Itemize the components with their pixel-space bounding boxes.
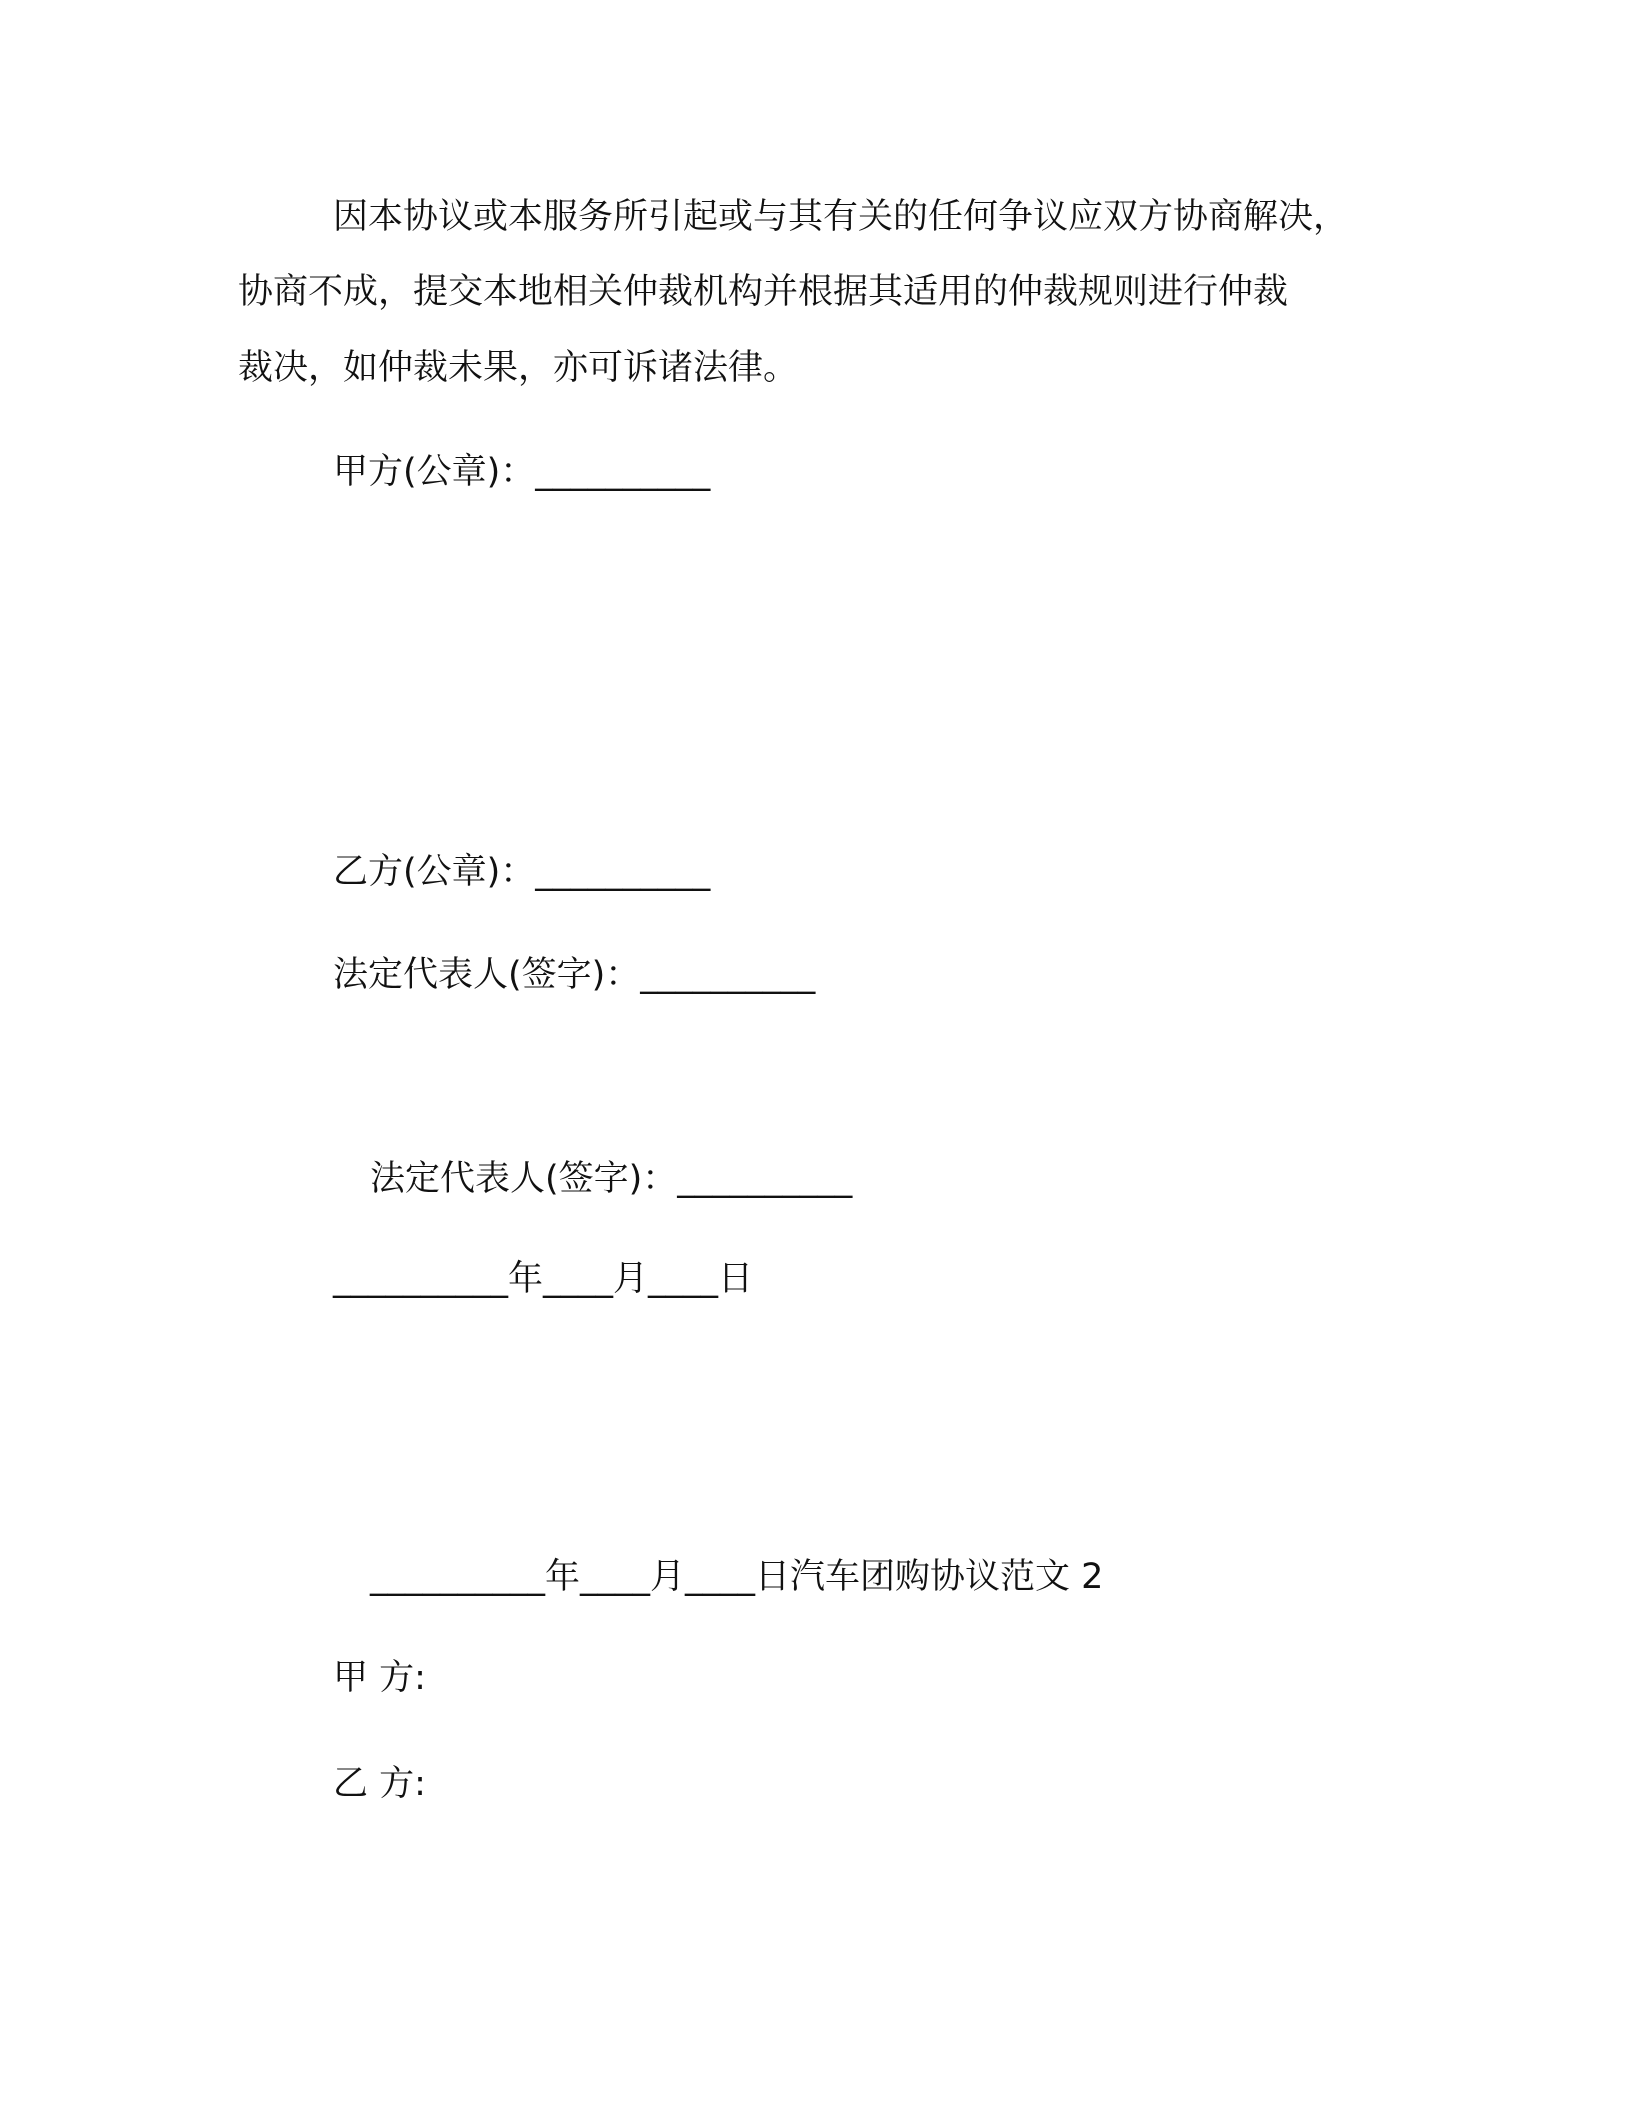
party-b-label: 乙 方: [333,1764,426,1804]
paragraph-line-2: 协商不成，提交本地相关仲裁机构并根据其适用的仲裁规则进行仲裁 [238,272,1289,312]
paragraph-line-1: 因本协议或本服务所引起或与其有关的任何争议应双方协商解决， [333,197,1349,237]
section-title: __________年____月____日汽车团购协议范文 2 [370,1557,1104,1597]
date-line: __________年____月____日 [333,1259,754,1299]
paragraph-line-3: 裁决，如仲裁未果，亦可诉诸法律。 [238,348,799,388]
party-a-label: 甲 方: [333,1658,426,1698]
party-a-seal-field: 甲方(公章)：__________ [333,452,711,492]
legal-representative-signature-2: 法定代表人(签字)：__________ [370,1159,853,1199]
legal-representative-signature-1: 法定代表人(签字)：__________ [333,955,816,995]
party-b-seal-field: 乙方(公章)：__________ [333,852,711,892]
